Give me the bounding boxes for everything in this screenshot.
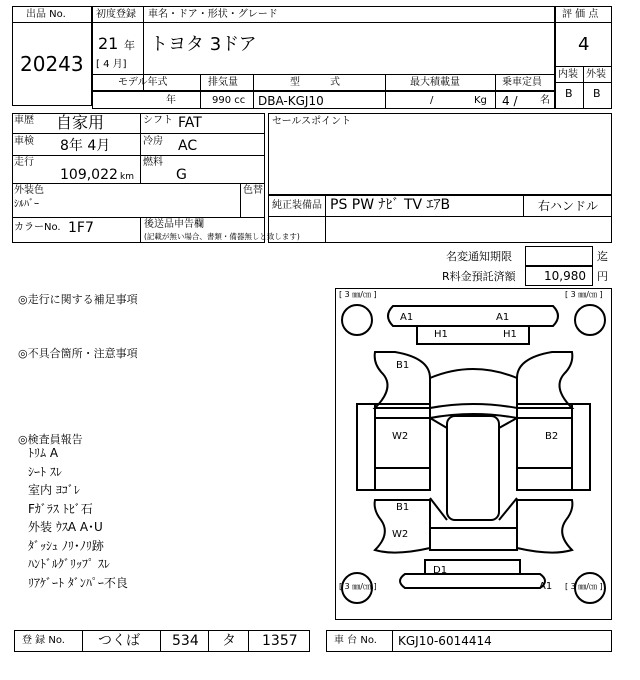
mark-h1-right: H1	[503, 329, 517, 340]
equipment: PS PW ﾅﾋﾞ TV ｴｱB	[330, 197, 451, 213]
name-change-unit: 迄	[597, 250, 608, 263]
lot-no-label: 出品 No.	[26, 9, 66, 20]
reg-no-label: 登 録 No.	[22, 635, 65, 646]
inspector-item: 室内 ﾖｺﾞﾚ	[28, 483, 80, 497]
chassis-label: 車 台 No.	[334, 635, 377, 646]
inspector-item: ｼｰﾄ ｽﾚ	[28, 464, 62, 479]
wheel-tread-tr: [ 3 ㎜/㎝ ]	[565, 290, 603, 299]
name-change-label: 名変通知期限	[446, 250, 512, 263]
interior-grade: B	[565, 87, 573, 100]
steering: 右ハンドル	[538, 199, 599, 213]
inspector-item: 外装 ｳｽA A･U	[28, 520, 103, 534]
repaint-label: 色替	[243, 185, 263, 196]
right-side	[517, 404, 590, 490]
mark-b1-bottom: B1	[396, 502, 410, 513]
driving-notes-label: ◎走行に関する補足事項	[18, 293, 138, 306]
history: 自家用	[56, 113, 105, 132]
max-load-label: 最大積載量	[410, 77, 460, 88]
capacity-unit: 名	[540, 95, 550, 106]
first-reg-label: 初度登録	[96, 9, 136, 20]
mark-h1-left: H1	[434, 329, 448, 340]
shift: FAT	[178, 115, 202, 131]
left-side	[357, 404, 430, 490]
roof	[447, 416, 499, 520]
mark-d1: D1	[433, 565, 448, 576]
history-label: 車歴	[14, 115, 34, 126]
first-reg-month: [ 4 月]	[96, 59, 127, 70]
ac-label: 冷房	[143, 136, 163, 147]
mileage: 109,022	[60, 167, 118, 183]
inspector-item: ﾊﾝﾄﾞﾙｸﾞﾘｯﾌﾟ ｽﾚ	[28, 557, 110, 571]
car-outline	[335, 288, 612, 620]
color-no-label: カラーNo.	[14, 222, 61, 233]
mark-w2-left: W2	[392, 431, 409, 442]
grade-label: 評 価 点	[562, 9, 599, 20]
capacity-label: 乗車定員	[502, 77, 542, 88]
interior-label: 内装	[558, 69, 578, 80]
right-fender	[517, 352, 572, 408]
lot-no: 20243	[20, 52, 84, 76]
defects-label: ◎不具合箇所・注意事項	[18, 347, 138, 360]
color-no: 1F7	[68, 220, 94, 236]
inspector-item: Fｶﾞﾗｽ ﾄﾋﾞ石	[28, 501, 93, 516]
right-rear-fender	[517, 500, 572, 553]
sales-point-label: セールスポイント	[272, 116, 352, 127]
cabin	[430, 418, 517, 520]
name-change-box	[525, 246, 593, 266]
inspector-item: ﾀﾞｯｼｭ ﾉﾘ･ﾉﾘ跡	[28, 538, 104, 553]
rear-bumper	[400, 574, 545, 588]
rear-window	[430, 528, 517, 550]
reg-place: つくば	[98, 633, 140, 649]
right-door-line	[517, 404, 572, 490]
inspection-label: 車検	[14, 136, 34, 147]
model-label: 車名・ドア・形状・グレード	[148, 9, 278, 20]
hood	[430, 369, 517, 378]
wheel-tread-br: [ 3 ㎜/㎝ ]	[565, 582, 603, 591]
type: DBA-KGJ10	[258, 94, 324, 108]
shift-label: シフト	[143, 115, 173, 126]
max-load: /	[430, 95, 434, 106]
left-door-line	[375, 404, 430, 490]
model-name: トヨタ 3ドア	[150, 34, 257, 55]
mark-b1-top: B1	[396, 360, 410, 371]
color-label: 外装色	[14, 185, 44, 196]
capacity: 4 /	[502, 94, 518, 108]
exterior-grade: B	[593, 87, 601, 100]
reg-number: 1357	[262, 633, 298, 649]
wheel-tread-bl: [ 3 ㎜/㎝ ]	[339, 582, 377, 591]
fuel-label: 燃料	[143, 157, 163, 168]
mileage-unit: km	[120, 172, 134, 182]
mileage-label: 走行	[14, 157, 34, 168]
displacement-label: 排気量	[208, 77, 238, 88]
ac: AC	[178, 138, 198, 154]
wheel-tread-tl: [ 3 ㎜/㎝ ]	[339, 290, 377, 299]
inspector-item: ﾄﾘﾑ A	[28, 446, 59, 460]
reg-kana: タ	[222, 633, 236, 649]
mark-a1-front-right: A1	[496, 312, 510, 323]
first-reg-year-unit: 年	[124, 39, 135, 52]
mark-a1-front-left: A1	[400, 312, 414, 323]
tire-front-left	[342, 305, 372, 335]
inspector-label: ◎検査員報告	[18, 433, 83, 446]
first-reg-year: 21	[98, 34, 119, 53]
equipment-label: 純正装備品	[272, 200, 322, 211]
rear-report-label: 後送品申告欄	[144, 219, 204, 230]
mark-w2-bottom: W2	[392, 529, 409, 540]
recycle-label: R料金預託済額	[442, 270, 516, 283]
tire-front-right	[575, 305, 605, 335]
kg-unit: Kg	[474, 95, 487, 106]
chassis-no: KGJ10-6014414	[398, 634, 492, 648]
model-year-unit: 年	[166, 95, 176, 106]
mark-b2-right: B2	[545, 431, 559, 442]
inspection: 8年 4月	[60, 138, 111, 154]
exterior-label: 外装	[586, 69, 606, 80]
overall-grade: 4	[578, 34, 590, 55]
front-bumper	[388, 306, 558, 326]
model-year-label: モデル年式	[118, 77, 168, 88]
type-label: 型 式	[290, 77, 340, 88]
displacement: 990 cc	[212, 95, 246, 106]
recycle-amount: 10,980	[544, 269, 586, 283]
inspector-item: ﾘｱｹﾞｰﾄ ﾀﾞﾝﾊﾟｰ不良	[28, 575, 128, 590]
mark-a1-rear: A1	[539, 581, 553, 592]
color: ｼﾙﾊﾞｰ	[14, 199, 39, 210]
recycle-unit: 円	[597, 270, 608, 283]
fuel: G	[176, 167, 187, 183]
rear-report-note: (記載が無い場合、書類・備器無しと致します)	[144, 232, 300, 241]
reg-class: 534	[172, 633, 199, 649]
